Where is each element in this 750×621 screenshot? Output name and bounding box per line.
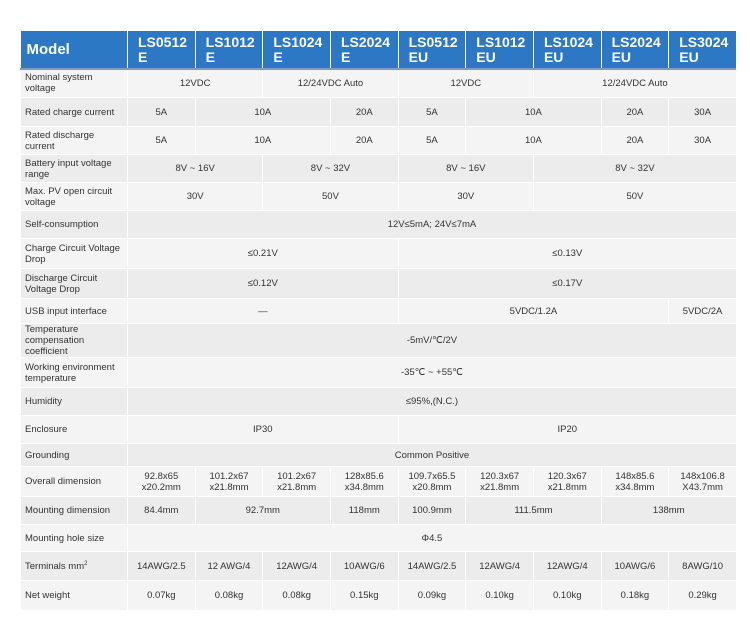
table-row bbox=[21, 388, 737, 416]
row-label-text: Mounting hole size bbox=[25, 532, 105, 544]
row-label bbox=[21, 358, 128, 388]
row-label-text: Overall dimension bbox=[25, 476, 102, 487]
table-cell: 5A bbox=[398, 98, 466, 127]
table-cell: 5A bbox=[128, 127, 196, 155]
row-label bbox=[21, 239, 128, 269]
table-cell: 12AWG/4 bbox=[533, 552, 601, 581]
model-name-line: LS2024 bbox=[340, 33, 391, 50]
table-cell: 50V bbox=[263, 183, 398, 211]
model-name-line: LS0512 bbox=[138, 33, 188, 50]
header-row bbox=[21, 31, 737, 69]
table-cell: 8AWG/10 bbox=[669, 552, 737, 581]
row-label bbox=[21, 324, 128, 358]
spec-table bbox=[20, 31, 737, 611]
row-label-text: Discharge Circuit Voltage Drop bbox=[25, 272, 98, 295]
model-column-header bbox=[466, 31, 534, 69]
row-label bbox=[21, 127, 128, 155]
spec-table-body bbox=[21, 69, 737, 611]
table-cell: 50V bbox=[533, 183, 736, 211]
table-cell: 148x106.8 X43.7mm bbox=[669, 467, 737, 497]
row-label-text: Rated discharge current bbox=[25, 129, 95, 152]
table-cell: 8V ~ 16V bbox=[398, 155, 533, 183]
model-name-line: E bbox=[340, 48, 351, 65]
table-row bbox=[21, 155, 737, 183]
table-cell: 30A bbox=[669, 98, 737, 127]
row-label-text: Nominal system voltage bbox=[25, 72, 93, 94]
row-label bbox=[21, 211, 128, 239]
table-cell: 5A bbox=[398, 127, 466, 155]
model-name-line: LS1012 bbox=[205, 33, 255, 50]
table-cell: 148x85.6 x34.8mm bbox=[601, 467, 669, 497]
table-row bbox=[21, 358, 737, 388]
model-name-line: LS2024 bbox=[611, 33, 661, 50]
row-label-text: Max. PV open circuit voltage bbox=[25, 185, 113, 208]
table-row bbox=[21, 324, 737, 358]
table-cell: IP20 bbox=[398, 416, 736, 444]
table-row bbox=[21, 299, 737, 324]
table-cell: 128x85.6 x34.8mm bbox=[330, 467, 398, 497]
table-cell: 10A bbox=[466, 127, 601, 155]
table-cell: 10AWG/6 bbox=[601, 552, 669, 581]
table-cell: 12 AWG/4 bbox=[195, 552, 263, 581]
table-row bbox=[21, 211, 737, 239]
row-label bbox=[21, 388, 128, 416]
table-cell: 12/24VDC Auto bbox=[263, 69, 398, 98]
table-cell: 12AWG/4 bbox=[466, 552, 534, 581]
row-label bbox=[21, 467, 128, 497]
table-cell: 20A bbox=[330, 127, 398, 155]
row-label-text: Self-consumption bbox=[25, 219, 99, 230]
model-header: Model bbox=[21, 31, 128, 69]
row-label bbox=[21, 497, 128, 525]
table-cell: 0.10kg bbox=[533, 581, 601, 611]
table-row bbox=[21, 127, 737, 155]
row-label bbox=[21, 581, 128, 611]
model-column-header bbox=[398, 31, 466, 69]
table-cell: 101.2x67 x21.8mm bbox=[195, 467, 263, 497]
spec-table-container bbox=[20, 31, 736, 611]
header-divider bbox=[20, 68, 736, 70]
table-cell: 14AWG/2.5 bbox=[128, 552, 196, 581]
model-column-header bbox=[263, 31, 331, 69]
table-cell: 118mm bbox=[330, 497, 398, 525]
row-label bbox=[21, 155, 128, 183]
row-label-text: Grounding bbox=[25, 449, 70, 461]
model-name-line: EU bbox=[679, 48, 699, 65]
row-label bbox=[21, 552, 128, 581]
table-row bbox=[21, 69, 737, 98]
table-cell: — bbox=[128, 299, 399, 324]
table-row bbox=[21, 98, 737, 127]
table-cell: 20A bbox=[601, 98, 669, 127]
table-cell: 12/24VDC Auto bbox=[533, 69, 736, 98]
table-cell: 0.10kg bbox=[466, 581, 534, 611]
row-label-superscript: 2 bbox=[84, 561, 88, 568]
row-label-text: Net weight bbox=[25, 590, 70, 601]
table-row bbox=[21, 239, 737, 269]
table-cell: 120.3x67 x21.8mm bbox=[466, 467, 534, 497]
table-cell: ≤0.12V bbox=[128, 269, 399, 299]
model-column-header bbox=[128, 31, 196, 69]
model-name-line: E bbox=[138, 48, 148, 65]
row-label-text: Terminals mm bbox=[25, 561, 85, 573]
table-cell: Common Positive bbox=[128, 444, 737, 467]
model-name-line: LS1012 bbox=[476, 33, 526, 50]
table-cell: 92.8x65 x20.2mm bbox=[128, 467, 196, 497]
table-row bbox=[21, 497, 737, 525]
table-cell: 14AWG/2.5 bbox=[398, 552, 466, 581]
table-row bbox=[21, 552, 737, 581]
table-cell: ≤95%,(N.C.) bbox=[128, 388, 737, 416]
table-cell: 5VDC/1.2A bbox=[398, 299, 669, 324]
table-cell: IP30 bbox=[128, 416, 399, 444]
row-label bbox=[21, 69, 128, 98]
table-cell: 0.08kg bbox=[263, 581, 331, 611]
table-cell: ≤0.21V bbox=[128, 239, 399, 269]
table-cell: 0.07kg bbox=[128, 581, 196, 611]
table-cell: 10A bbox=[195, 98, 330, 127]
table-cell: 12VDC bbox=[398, 69, 533, 98]
model-column-header bbox=[330, 31, 398, 69]
table-cell: 0.09kg bbox=[398, 581, 466, 611]
table-cell: 30V bbox=[398, 183, 533, 211]
row-label bbox=[21, 98, 128, 127]
model-column-header bbox=[601, 31, 669, 69]
table-cell: ≤0.17V bbox=[398, 269, 736, 299]
table-cell: 92.7mm bbox=[195, 497, 330, 525]
model-name-line: LS1024 bbox=[543, 33, 593, 50]
model-name-line: LS3024 bbox=[679, 33, 729, 50]
table-row bbox=[21, 525, 737, 552]
table-cell: 12VDC bbox=[128, 69, 263, 98]
table-row bbox=[21, 183, 737, 211]
model-name-line: EU bbox=[408, 48, 429, 65]
row-label-text: Rated charge current bbox=[25, 106, 115, 118]
table-cell: -35℃ ~ +55℃ bbox=[128, 358, 737, 388]
table-cell: 0.18kg bbox=[601, 581, 669, 611]
model-name-line: E bbox=[205, 48, 215, 65]
table-cell: 138mm bbox=[601, 497, 736, 525]
table-cell: 109.7x65.5 x20.8mm bbox=[398, 467, 466, 497]
table-cell: 0.08kg bbox=[195, 581, 263, 611]
table-cell: 5VDC/2A bbox=[669, 299, 737, 324]
row-label bbox=[21, 525, 128, 552]
row-label bbox=[21, 444, 128, 467]
row-label-text: Humidity bbox=[25, 396, 62, 407]
table-cell: 8V ~ 16V bbox=[128, 155, 263, 183]
table-cell: 120.3x67 x21.8mm bbox=[533, 467, 601, 497]
table-cell: 0.29kg bbox=[669, 581, 737, 611]
row-label-text: Battery input voltage range bbox=[25, 157, 112, 180]
table-cell: 12AWG/4 bbox=[263, 552, 331, 581]
row-label-text: Enclosure bbox=[25, 424, 68, 435]
table-cell: 12V≤5mA; 24V≤7mA bbox=[128, 211, 737, 239]
row-label bbox=[21, 269, 128, 299]
table-cell: 111.5mm bbox=[466, 497, 601, 525]
table-cell: 5A bbox=[128, 98, 196, 127]
table-cell: 10A bbox=[466, 98, 601, 127]
table-cell: 100.9mm bbox=[398, 497, 466, 525]
table-cell: 8V ~ 32V bbox=[263, 155, 398, 183]
row-label bbox=[21, 183, 128, 211]
table-cell: -5mV/℃/2V bbox=[128, 324, 737, 358]
model-column-header bbox=[533, 31, 601, 69]
table-cell: 84.4mm bbox=[128, 497, 196, 525]
row-label-text: Temperature compensation coefficient bbox=[25, 324, 85, 357]
table-row bbox=[21, 444, 737, 467]
model-name-line: EU bbox=[543, 48, 564, 65]
row-label-text: USB input interface bbox=[25, 305, 107, 317]
table-cell: Φ4.5 bbox=[128, 525, 737, 552]
table-cell: ≤0.13V bbox=[398, 239, 736, 269]
table-cell: 0.15kg bbox=[330, 581, 398, 611]
model-name-line: EU bbox=[476, 48, 496, 65]
table-row bbox=[21, 269, 737, 299]
table-cell: 101.2x67 x21.8mm bbox=[263, 467, 331, 497]
table-cell: 20A bbox=[601, 127, 669, 155]
model-name-line: E bbox=[273, 48, 283, 65]
model-column-header bbox=[195, 31, 263, 69]
table-cell: 30A bbox=[669, 127, 737, 155]
table-cell: 20A bbox=[330, 98, 398, 127]
model-name-line: EU bbox=[611, 48, 632, 65]
row-label bbox=[21, 299, 128, 324]
table-cell: 10AWG/6 bbox=[330, 552, 398, 581]
table-row bbox=[21, 581, 737, 611]
row-label-text: Charge Circuit Voltage Drop bbox=[25, 242, 121, 265]
row-label-text: Mounting dimension bbox=[25, 505, 111, 516]
model-name-line: LS0512 bbox=[408, 33, 458, 50]
row-label-text: Working environment temperature bbox=[25, 361, 115, 384]
table-row bbox=[21, 416, 737, 444]
model-name-line: LS1024 bbox=[273, 33, 323, 50]
table-cell: 10A bbox=[195, 127, 330, 155]
model-column-header bbox=[669, 31, 737, 69]
table-row bbox=[21, 467, 737, 497]
row-label bbox=[21, 416, 128, 444]
table-cell: 8V ~ 32V bbox=[533, 155, 736, 183]
table-cell: 30V bbox=[128, 183, 263, 211]
